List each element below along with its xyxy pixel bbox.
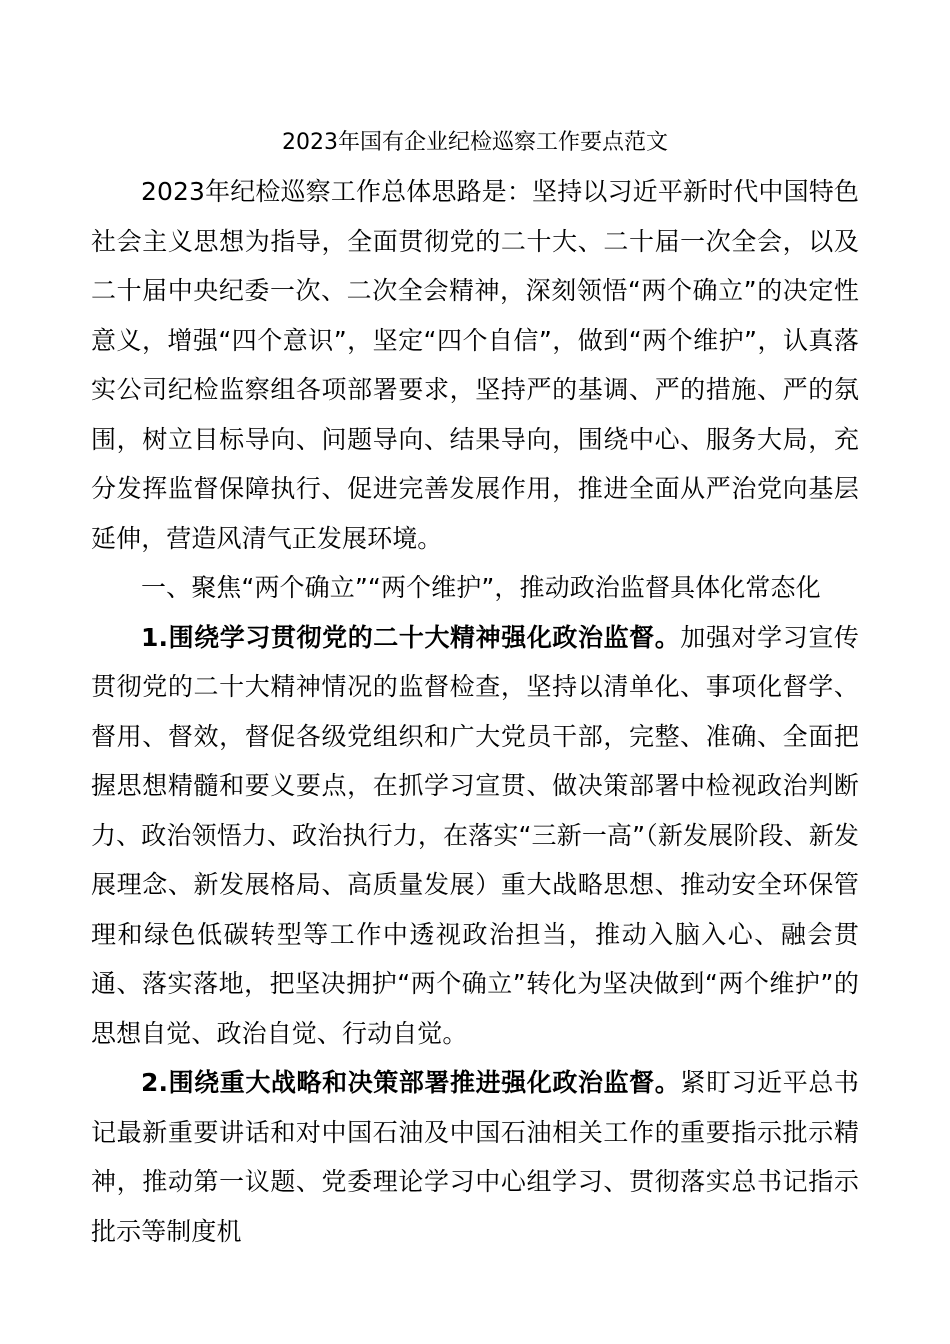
item-2-body: 紧盯习近平总书记最新重要讲话和对中国石油及中国石油相关工作的重要指示批示精神，推动第一议题、党委理论学习中心组学习、贯彻落实总书记指示批示等制度机 bbox=[91, 1068, 860, 1246]
item-1-lead: 1.围绕学习贯彻党的二十大精神强化政治监督。 bbox=[141, 622, 681, 652]
item-1-paragraph bbox=[91, 613, 859, 1059]
item-2-paragraph bbox=[91, 1058, 859, 1256]
intro-paragraph: 2023年纪检巡察工作总体思路是：坚持以习近平新时代中国特色社会主义思想为指导，全面贯彻党的二十大、二十届一次全会，以及二十届中央纪委一次、二次全会精神，深刻领悟“两个确立”的决定性意义，增强“四个意识”，坚定“四个自信”，做到“两个维护”，认真落实公司纪检监察组各项部署要求，坚持严的基调、严的措施、严的氛围，树立目标导向、问题导向、结果导向，围绕中心、服务大局，充分发挥监督保障执行、促进完善发展作用，推进全面从严治党向基层延伸，营造风清气正发展环境。 bbox=[91, 177, 859, 553]
item-2-lead: 2.围绕重大战略和决策部署推进强化政治监督。 bbox=[141, 1068, 681, 1097]
document-page bbox=[91, 118, 859, 1256]
section-heading: 一、聚焦“两个确立”“两个维护”，推动政治监督具体化常态化 bbox=[141, 573, 821, 602]
document-title: 2023年国有企业纪检巡察工作要点范文 bbox=[282, 130, 668, 155]
item-1-body: 加强对学习宣传贯彻党的二十大精神情况的监督检查，坚持以清单化、事项化督学、督用、督效，督促各级党组织和广大党员干部，完整、准确、全面把握思想精髓和要义要点，在抓学习宣贯、做决策部署中检视政治判断力、政治领悟力、政治执行力，在落实“三新一高”（新发展阶段、新发展理念、新发展格局、高质量发展）重大战略思想、推动安全环保管理和绿色低碳转型等工作中透视政治担当，推动入脑入心、融会贯通、落实落地，把坚决拥护“两个确立”转化为坚决做到“两个维护”的思想自觉、政治自觉、行动自觉。 bbox=[91, 622, 860, 1048]
